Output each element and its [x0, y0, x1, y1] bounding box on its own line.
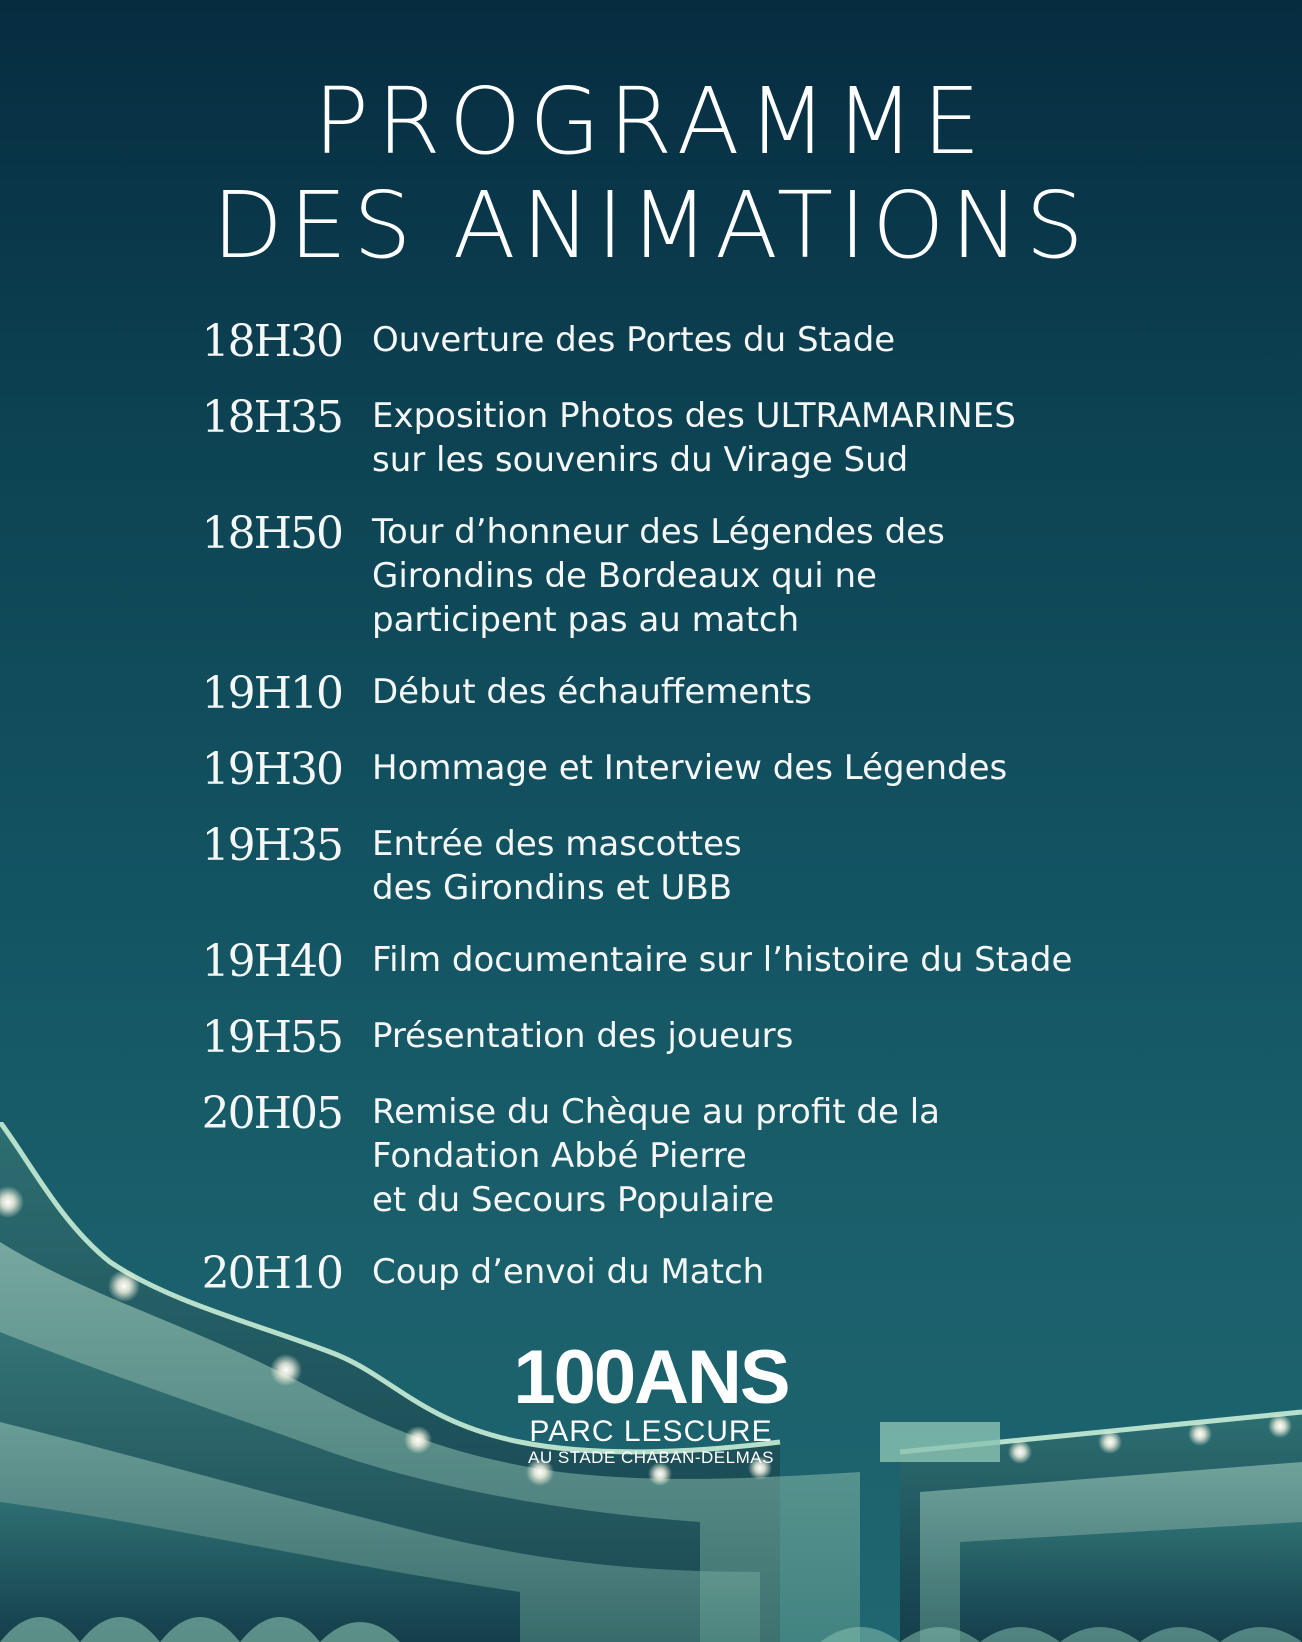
- schedule-time: 18H50: [201, 508, 342, 559]
- schedule-item: [0, 822, 1302, 910]
- schedule-description: Tour d’honneur des Légendes des Girondins de Bordeaux qui ne participent pas au match: [372, 512, 945, 640]
- schedule-item: [0, 746, 1302, 794]
- schedule-description: Exposition Photos des ULTRAMARINES sur les souvenirs du Virage Sud: [372, 396, 1016, 480]
- anniversary-logo: [0, 1335, 1302, 1468]
- logo-venue-sub: AU STADE CHABAN-DELMAS: [528, 1448, 774, 1467]
- title-line-2: DES ANIMATIONS: [212, 172, 1090, 279]
- schedule-description: Coup d’envoi du Match: [372, 1252, 765, 1292]
- schedule-time: 20H05: [201, 1088, 342, 1139]
- schedule-time: 19H35: [201, 820, 342, 871]
- schedule-time: 18H35: [201, 392, 342, 443]
- schedule-item: [0, 394, 1302, 482]
- schedule-item: [0, 670, 1302, 718]
- schedule-item: [0, 510, 1302, 642]
- schedule-description: Film documentaire sur l’histoire du Stade: [372, 940, 1073, 980]
- schedule-description: Entrée des mascottes des Girondins et UBB: [372, 824, 742, 908]
- schedule-time: 19H30: [201, 744, 342, 795]
- schedule-item: [0, 318, 1302, 366]
- schedule-description: Ouverture des Portes du Stade: [372, 320, 896, 360]
- schedule-description: Présentation des joueurs: [372, 1016, 794, 1056]
- page-title: [0, 70, 1302, 278]
- schedule-item: [0, 1014, 1302, 1062]
- schedule-time: 19H55: [201, 1012, 342, 1063]
- schedule-time: 20H10: [201, 1248, 342, 1299]
- schedule-time: 19H40: [201, 936, 342, 987]
- schedule-description: Début des échauffements: [372, 672, 812, 712]
- schedule-time: 18H30: [201, 316, 342, 367]
- logo-venue-name: PARC LESCURE: [529, 1415, 773, 1448]
- schedule-item: [0, 938, 1302, 986]
- schedule-time: 19H10: [201, 668, 342, 719]
- title-line-1: PROGRAMME: [313, 68, 989, 175]
- schedule-description: Hommage et Interview des Légendes: [372, 748, 1008, 788]
- logo-100ans: 100ANS: [513, 1335, 789, 1420]
- schedule-description: Remise du Chèque au profit de la Fondation Abbé Pierre et du Secours Populaire: [372, 1092, 940, 1220]
